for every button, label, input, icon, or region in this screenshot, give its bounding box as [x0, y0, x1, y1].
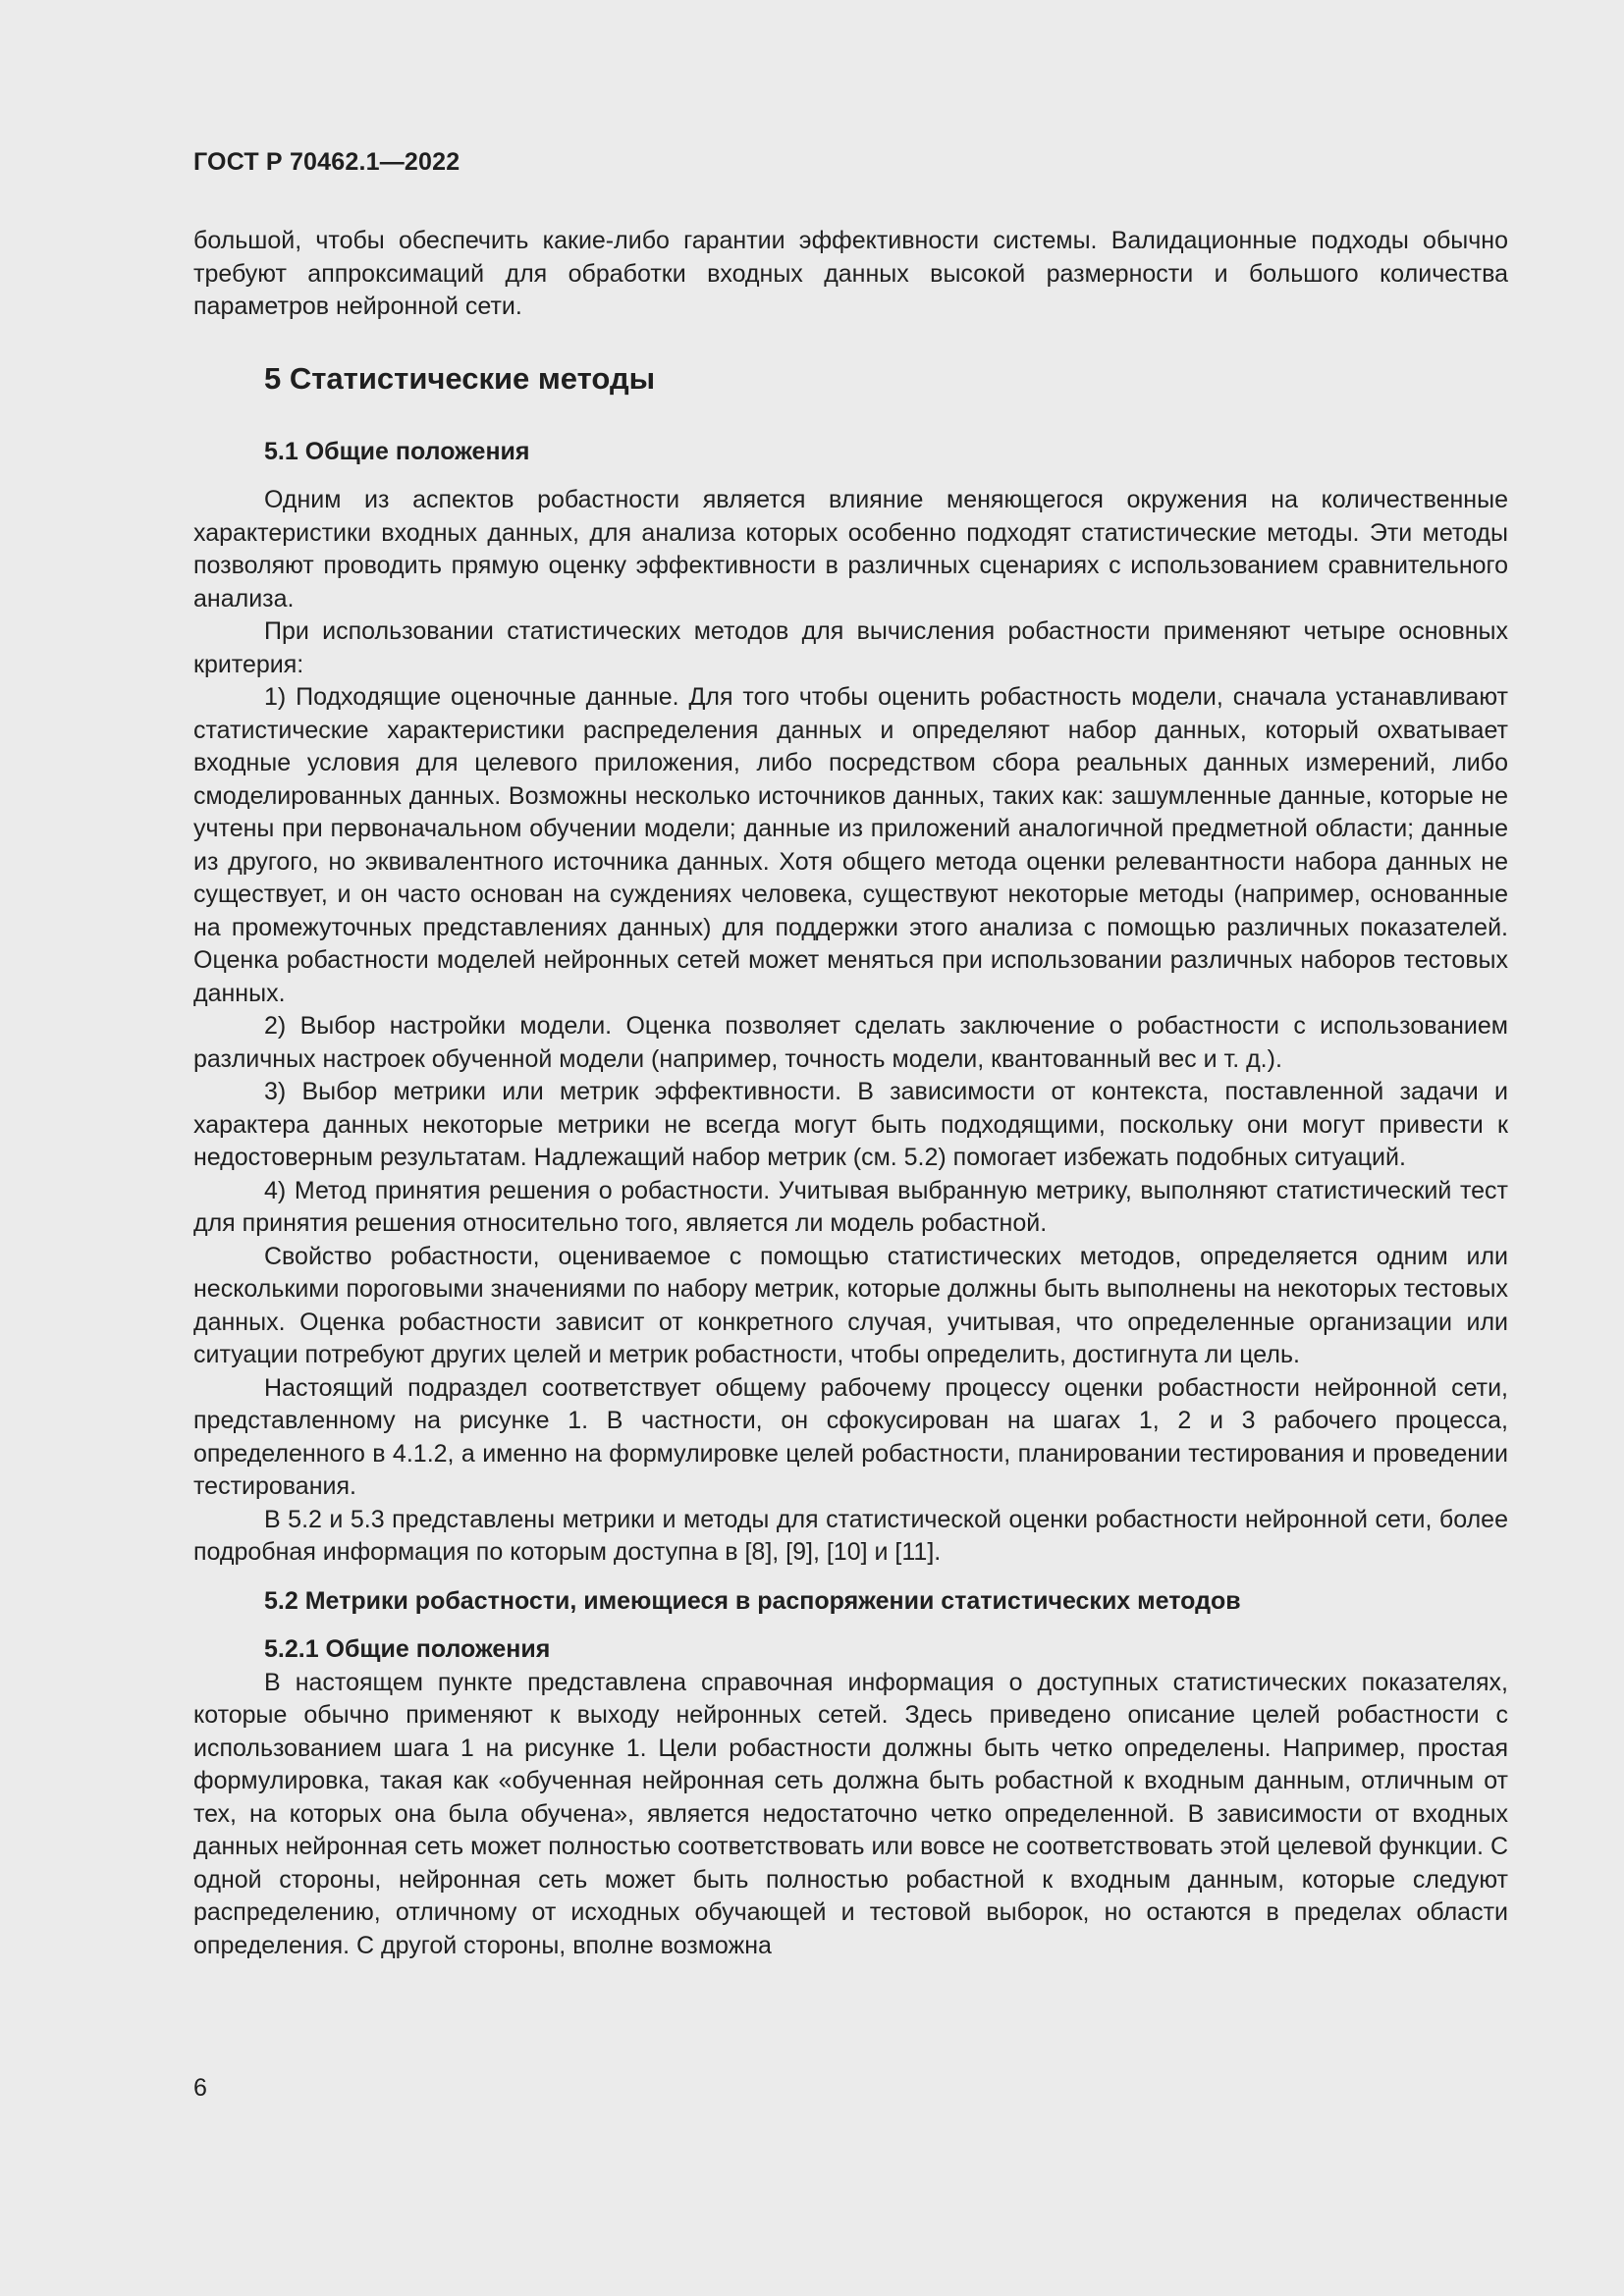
paragraph-5-1-2: При использовании статистических методов для вычисления робастности применяют четыре основных критерия: — [193, 617, 1508, 678]
criterion-item-3: 3) Выбор метрики или метрик эффективности. В зависимости от контекста, поставленной задачи и характера данных некоторые метрики не всегда могут быть подходящими, поскольку они могут привести к недостоверным результатам. Надлежащий набор метрик (см. 5.2) помогает избежать подобных ситуаций. — [193, 1078, 1508, 1171]
criterion-item-1: 1) Подходящие оценочные данные. Для того чтобы оценить робастность модели, сначала устанавливают статистические характеристики распределения данных и определяют набор данных, который охватывает входные условия для целевого приложения, либо посредством сбора реальных данных измерений, либо смоделированных данных. Возможны несколько источников данных, таких как: зашумленные данные, которые не учтены при первоначальном обучении модели; данные из приложений аналогичной предметной области; данные из другого, но эквивалентного источника данных. Хотя общего метода оценки релевантности набора данных не существует, и он часто основан на суждениях человека, существуют некоторые методы (например, основанные на промежуточных представлениях данных) для поддержки этого анализа с помощью различных показателей. Оценка робастности моделей нейронных сетей может меняться при использовании различных наборов тестовых данных. — [193, 683, 1508, 1007]
intro-paragraph: большой, чтобы обеспечить какие-либо гарантии эффективности системы. Валидационные подходы обычно требуют аппроксимаций для обработки входных данных высокой размерности и большого количества параметров нейронной сети. — [193, 227, 1508, 320]
paragraph-5-2-1: В настоящем пункте представлена справочная информация о доступных статистических показателях, которые обычно применяют к выходу нейронных сетей. Здесь приведено описание целей робастности с использованием шага 1 на рисунке 1. Цели робастности должны быть четко определены. Например, простая формулировка, такая как «обученная нейронная сеть должна быть робастной к входным данным, отличным от тех, на которых она была обучена», является недостаточно четко определенной. В зависимости от входных данных нейронная сеть может полностью соответствовать или вовсе не соответствовать этой целевой функции. С одной стороны, нейронная сеть может быть полностью робастной к входным данным, которые следуют распределению, отличному от исходных обучающей и тестовой выборок, но остаются в пределах области определения. С другой стороны, вполне возможна — [193, 1668, 1508, 1959]
clause-5-2-1-heading: 5.2.1 Общие положения — [264, 1635, 551, 1663]
page-number: 6 — [193, 2074, 207, 2102]
document-header: ГОСТ Р 70462.1—2022 — [193, 148, 460, 176]
paragraph-5-1-4: Настоящий подраздел соответствует общему рабочему процессу оценки робастности нейронной сети, представленному на рисунке 1. В частности, он сфокусирован на шагах 1, 2 и 3 рабочего процесса, определенного в 4.1.2, а именно на формулировке целей робастности, планировании тестирования и проведении тестирования. — [193, 1373, 1508, 1500]
paragraph-5-1-1: Одним из аспектов робастности является влияние меняющегося окружения на количественные характеристики входных данных, для анализа которых особенно подходят статистические методы. Эти методы позволяют проводить прямую оценку эффективности в различных сценариях с использованием сравнительного анализа. — [193, 486, 1508, 613]
section-5-heading: 5 Статистические методы — [264, 360, 656, 396]
page-content — [193, 225, 1508, 1962]
subsection-5-1-heading: 5.1 Общие положения — [264, 437, 530, 465]
paragraph-5-1-5: В 5.2 и 5.3 представлены метрики и методы для статистической оценки робастности нейронной сети, более подробная информация по которым доступна в [8], [9], [10] и [11]. — [193, 1505, 1508, 1566]
subsection-5-2-heading: 5.2 Метрики робастности, имеющиеся в распоряжении статистических методов — [264, 1586, 1241, 1615]
criterion-item-2: 2) Выбор настройки модели. Оценка позволяет сделать заключение о робастности с использованием различных настроек обученной модели (например, точность модели, квантованный вес и т. д.). — [193, 1012, 1508, 1073]
paragraph-5-1-3: Свойство робастности, оцениваемое с помощью статистических методов, определяется одним или несколькими пороговыми значениями по набору метрик, которые должны быть выполнены на некоторых тестовых данных. Оценка робастности зависит от конкретного случая, учитывая, что определенные организации или ситуации потребуют других целей и метрик робастности, чтобы определить, достигнута ли цель. — [193, 1242, 1508, 1368]
criterion-item-4: 4) Метод принятия решения о робастности. Учитывая выбранную метрику, выполняют статистический тест для принятия решения относительно того, является ли модель робастной. — [193, 1176, 1508, 1237]
